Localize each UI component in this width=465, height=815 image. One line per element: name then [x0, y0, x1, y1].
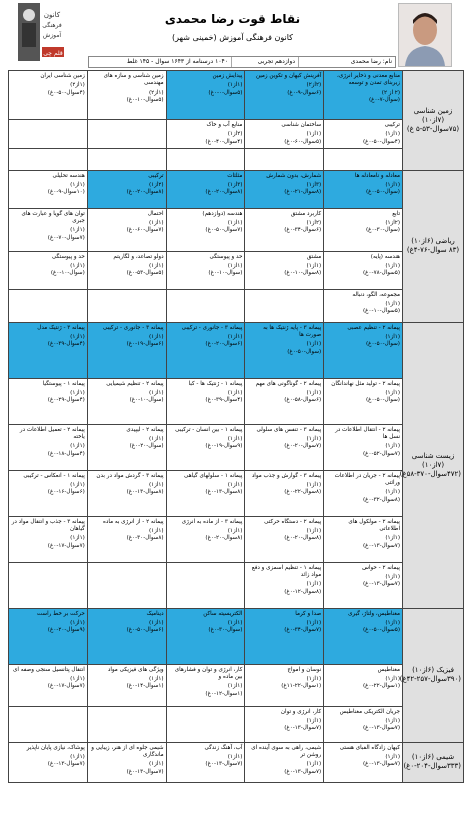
topic-stats: (۱از۱) (۸سوال-۳۰-۰غ): [126, 528, 164, 542]
topic-stats: (۱از۱) (۷سوال-۱۳-۰غ): [126, 761, 164, 775]
topic-stats: (۱از۱) (۷سوال-۵۰-۰غ): [205, 220, 243, 234]
topic-stats: (۱از۱) (۷سوال-۶۰-۰غ): [126, 220, 164, 234]
topic-cell: [166, 120, 245, 149]
topic-title: پیمانه ۱ - بین انسان - ترکیبی: [175, 426, 243, 433]
topic-stats: (۱از۱) (۷سوال-۱۳-۰غ): [362, 754, 400, 768]
svg-text:فرهنگی: فرهنگی: [42, 22, 62, 29]
topic-cell: [87, 71, 166, 120]
topic-stats: (۱از۲) (۴سوال-۵۰-۰غ): [47, 82, 85, 96]
topic-title: پیمانه ۱ - سلولهای گیاهی: [184, 472, 243, 479]
topic-stats: (۱از۲) (۵سوال-۱۰-۰غ): [126, 89, 164, 103]
topic-title: پیمانه ۳ - از ماده به انرژی: [181, 518, 243, 525]
topic-stats: (۱از۱) (۷سوال-۱۳-۰غ): [362, 574, 400, 588]
topic-title: شیمی جلوه ای از هنر، زیبایی و ماندگاری: [91, 744, 164, 759]
topic-title: پیمانه ۲ - لیپیدی: [126, 426, 164, 433]
topic-cell: [87, 516, 166, 562]
topic-cell: [324, 664, 403, 706]
topic-title: منابع آب و خاک: [206, 122, 243, 128]
topic-cell: [87, 120, 166, 149]
topic-title: پیمانه ۱ - ژنتیک ها - کبا: [188, 380, 243, 387]
topic-title: مغناطیس، ولتاژ، گیری: [348, 610, 400, 617]
topic-stats: (۱از۱) (۷سوال-۳۴-۰غ): [284, 620, 322, 634]
topic-title: احتمال: [147, 210, 164, 217]
topic-cell: [166, 251, 245, 289]
topic-stats: (۲از۱) (۶سوال-۳۴-۰غ): [284, 220, 322, 234]
table-row: [9, 378, 464, 424]
topic-cell: [324, 706, 403, 742]
topic-title: انتقال پتانسیل سنجی وصفه ای: [13, 666, 85, 673]
topic-title: پیمانه ۲ - تولید مثل نهاندانگان: [331, 380, 400, 387]
topic-cell: [324, 516, 403, 562]
table-row: [9, 170, 464, 208]
topic-title: پیمانه ۳ - گوارش و جذب مواد: [251, 472, 322, 479]
topic-stats: (۱از۱) (۱سوال-۲۲-۰غ): [362, 676, 400, 690]
topic-stats: (۲ از ۲) (سوال-۷-۰غ): [369, 89, 400, 103]
topic-title: ساختمان شناسی: [281, 122, 322, 128]
topic-title: تابع: [392, 210, 400, 217]
topic-title: کار، انرژی و توان: [280, 708, 322, 715]
topic-stats: (۱از۱) (۶سوال-۲۰-۰غ): [205, 334, 243, 348]
topic-cell: [87, 208, 166, 251]
topic-stats: (۱از۱) (سوال-۵۰-۰غ): [366, 334, 400, 348]
table-row: [9, 322, 464, 378]
topic-stats: (۱از۱) (۸سوال-۱۳-۰غ): [126, 482, 164, 496]
topic-stats: (۳از۱) (۸سوال-۲۱-۰غ): [284, 182, 322, 196]
topic-cell: [9, 289, 88, 322]
table-row: [9, 608, 464, 664]
topic-stats: (۱از۱) (۵سوال-۱۰-۰غ): [362, 301, 400, 315]
topic-cell: [87, 289, 166, 322]
topic-cell: [324, 71, 403, 120]
table-row: [9, 148, 464, 170]
topic-stats: (۱از۱) (۴سوال-۳۹-۰غ): [205, 390, 243, 404]
topic-stats: (۱از۱) (۷سوال-۱۳-۰غ): [284, 718, 322, 732]
table-row: [9, 251, 464, 289]
topic-stats: (۱از۱) (سوال-۵۰-۰غ): [287, 341, 322, 355]
topic-title: پیمانه ۳ - ژنتیک مدل: [37, 324, 85, 331]
topic-title: ترکیبی: [384, 122, 400, 128]
topic-cell: [245, 71, 324, 120]
topic-stats: (۱از۱) (۸سوال-۱۰-۰غ): [284, 263, 322, 277]
topic-title: پیمانه ۲ - جریان در اطلاعات وراثتی: [334, 472, 400, 487]
topic-stats: (۱از۱) (سوال-۳۰-۰غ): [208, 620, 243, 634]
topic-cell: [324, 608, 403, 664]
topic-cell: [245, 322, 324, 378]
topic-cell: [166, 148, 245, 170]
topic-title: الکتریسیته ساکن: [203, 610, 243, 617]
topic-cell: [9, 706, 88, 742]
topic-stats: (۱از۱) (۵سوال-۷۸-۰غ): [362, 263, 400, 277]
topic-title: کیهان زادگاه الفبای هستی: [339, 744, 400, 751]
student-name: نام: رضا محمدی: [298, 57, 395, 67]
topic-cell: [245, 251, 324, 289]
topic-cell: [245, 424, 324, 470]
topic-stats: (۱از۱) (۹سوال-۲۰-۰غ): [47, 620, 85, 634]
topic-cell: [87, 706, 166, 742]
table-row: [9, 742, 464, 782]
topic-title: آب، آهنگ زندگی: [204, 744, 243, 751]
topic-cell: [166, 289, 245, 322]
topic-cell: [166, 71, 245, 120]
table-row: [9, 562, 464, 608]
topic-cell: [166, 516, 245, 562]
topic-title: پیمانه ۱ - انعکاس - ترکیبی: [23, 472, 85, 479]
topic-cell: [9, 742, 88, 782]
topic-cell: [9, 251, 88, 289]
page-title: نقاط قوت رضا محمدی: [164, 12, 301, 26]
topic-stats: (۱از۱) (۷سوال-۱۳-۰غ): [362, 718, 400, 732]
topic-cell: [324, 562, 403, 608]
table-row: [9, 208, 464, 251]
topic-cell: [324, 289, 403, 322]
table-row: [9, 424, 464, 470]
topic-cell: [9, 322, 88, 378]
topic-cell: [245, 378, 324, 424]
topic-cell: [245, 608, 324, 664]
topic-cell: [166, 664, 245, 706]
topic-stats: (۱از۱) (۹سوال-۱۹-۰غ): [205, 436, 243, 450]
topic-stats: (۲از۱) (سوال-۳۰-۰غ): [366, 220, 400, 234]
topic-title: پیمانه ۱ - تنظیم اسمزی و دفع مواد زائد: [251, 564, 322, 579]
topic-title: جریان الکتریکی مغناطیس: [339, 708, 400, 715]
topic-cell: [87, 251, 166, 289]
topic-title: هندسه (دوازدهم): [202, 210, 243, 217]
topic-title: پیمانه ۲ - از انرژی به ماده: [102, 518, 164, 525]
topic-title: دینامیک: [146, 610, 164, 617]
topic-title: حد و پیوستگی: [51, 253, 85, 260]
topic-cell: [87, 148, 166, 170]
topic-title: پیمانه ۲ - تنظیم عصبی: [347, 324, 400, 331]
topic-stats: (۱از۱) (۱سوال-۱۲-۰غ): [205, 683, 243, 697]
page-subtitle: کانون فرهنگی آموزش (خمینی شهر): [172, 33, 293, 42]
topic-title: هندسه تحلیلی: [52, 172, 85, 179]
topic-title: نوسان و امواج: [287, 666, 322, 673]
topic-stats: (۱از۱) (۸سوال-۳۲-۰غ): [362, 489, 400, 503]
topic-cell: [9, 608, 88, 664]
topic-stats: (۱از۱) (۷سوال-۵۲-۰غ): [362, 443, 400, 457]
table-row: [9, 664, 464, 706]
subject-cell: ریاضی (۶از۱۰) (۸۳ سوال-۷۶-۴غ): [403, 170, 464, 322]
topic-stats: (۱از۱) (سوال-۵۰-۰غ): [366, 182, 400, 196]
subject-cell: زمین شناسی (۷از۱۰) (۷۵سوال-۵۳-۵ غ): [403, 71, 464, 171]
topic-cell: [9, 378, 88, 424]
topic-title: پیمانه ۳ - تنفس های سلولی: [256, 426, 322, 433]
topic-title: پیمانه ۲ - انتقال اطلاعات در نسل ها: [335, 426, 400, 441]
topic-stats: (۱از۱) (۸سوال-۲۲-۰غ): [284, 482, 322, 496]
topic-stats: (۱از۱) (۶سوال-۱۹-۰غ): [126, 334, 164, 348]
strengths-table: [8, 70, 464, 783]
topic-cell: [166, 706, 245, 742]
topic-cell: [245, 208, 324, 251]
topic-title: کاربرد مشتق: [290, 210, 322, 217]
topic-cell: [324, 120, 403, 149]
topic-stats: (۱از۱) (۵سوال-۶۰-۰غ): [284, 131, 322, 145]
table-row: [9, 71, 464, 120]
topic-stats: (۱از۱) (۷سوال-۱۷-۰غ): [47, 676, 85, 690]
topic-stats: (۱از۱) (سوال-۱۰-۰غ): [50, 263, 85, 277]
topic-stats: (۱از۱) (۸سوال-۱۳-۰غ): [205, 482, 243, 496]
topic-cell: [87, 664, 166, 706]
topic-cell: [9, 170, 88, 208]
topic-cell: [87, 742, 166, 782]
topic-cell: [324, 170, 403, 208]
topic-cell: [324, 424, 403, 470]
topic-stats: (۱از۱) (۵سوال-۵۳-۰غ): [126, 263, 164, 277]
topic-cell: [245, 289, 324, 322]
topic-title: پیمانه ۲ - تعمیل اطلاعات در یاخته: [19, 426, 85, 441]
topic-title: مشتق: [306, 253, 322, 260]
table-row: [9, 706, 464, 742]
topic-stats: (۱از۱) (۱سوال-۲۲-۱۱غ): [281, 676, 322, 690]
topic-cell: [245, 170, 324, 208]
topic-cell: [9, 470, 88, 516]
topic-title: حرکت بر خط راست: [36, 610, 85, 617]
topic-stats: (۱از۱) (۱سوال-۱۴-۰غ): [126, 676, 164, 690]
topic-cell: [9, 424, 88, 470]
topic-cell: [166, 170, 245, 208]
topic-title: پیمانه ۳ - گردش مواد در بدن: [96, 472, 164, 479]
topic-cell: [324, 470, 403, 516]
topic-stats: (۱از۱) (۸سوال-۲۰-۰غ): [284, 528, 322, 542]
topic-cell: [166, 742, 245, 782]
topic-cell: [166, 470, 245, 516]
topic-cell: [245, 470, 324, 516]
topic-title: کار، انرژی و توان و فشارهای بین ماده و: [174, 666, 243, 681]
topic-title: منابع معدنی و ذخایر انرژی، زیربنای تمدن و توسعه: [337, 73, 400, 87]
topic-stats: (۱از۱) (۷سوال-۱۷-۰غ): [47, 535, 85, 549]
topic-cell: [9, 516, 88, 562]
topic-title: توان های گویا و عبارت های جبری: [21, 210, 85, 225]
svg-text:آموزش: آموزش: [42, 32, 62, 39]
topic-title: آفرینش کیهان و تکوین زمین: [255, 73, 322, 79]
topic-stats: (۱از۱) (۶سوال-۵۰-۰غ): [126, 620, 164, 634]
student-stats: ۱۰۴۰ درسنامه از ۱۶۴۳ سوال - ۱۴۵ غلط: [126, 58, 228, 65]
topic-stats: (۱از۱) (۱۰سوال-۹-۰غ): [47, 182, 85, 196]
topic-cell: [9, 148, 88, 170]
table-row: [9, 289, 464, 322]
topic-title: پیمانه ۱ - پیوستگیا: [42, 380, 85, 387]
svg-text:قلم چی: قلم چی: [43, 50, 63, 57]
topic-stats: (۱از۱) (۷سوال-۱۳-۰غ): [362, 535, 400, 549]
table-row: [9, 470, 464, 516]
topic-title: هندسه (پایه): [370, 253, 400, 260]
topic-cell: [324, 378, 403, 424]
topic-title: پیمانه ۲ - دستگاه حرکتی: [264, 518, 322, 525]
topic-cell: [324, 742, 403, 782]
topic-title: شیمی، راهی به سوی آینده ای روشن تر: [251, 744, 322, 759]
svg-text:کانون: کانون: [43, 11, 61, 19]
topic-cell: [245, 148, 324, 170]
topic-stats: (۱از۱) (۴سوال-۲۹-۰غ): [47, 390, 85, 404]
topic-cell: [324, 208, 403, 251]
topic-cell: [9, 120, 88, 149]
topic-cell: [87, 562, 166, 608]
topic-stats: (۱از۱) (سوال-۲۰-۰غ): [129, 436, 164, 450]
topic-title: پیمانه ۳ - پایه ژنتیک ها به صورت ها: [263, 324, 322, 339]
topic-cell: [245, 742, 324, 782]
topic-cell: [245, 706, 324, 742]
topic-stats: (۱از۱) (۷سوال-۱۳-۰غ): [47, 754, 85, 768]
topic-stats: (۱از۱) (۵سوال-۰-۰غ): [208, 82, 243, 96]
topic-title: ترکیبی: [148, 172, 164, 179]
topic-title: حد و پیوستگی: [209, 253, 243, 260]
topic-title: پیمانه ۳ - جانوری - ترکیبی: [181, 324, 243, 331]
topic-title: مجموعه، الگو، دنباله: [352, 291, 400, 298]
topic-stats: (۱از۱) (۶سوال-۱۶-۰غ): [47, 482, 85, 496]
topic-cell: [87, 608, 166, 664]
topic-title: معادله و نامعادله ها: [354, 172, 400, 179]
student-grade: دوازدهم تجربی: [231, 57, 298, 67]
subject-cell: شیمی (۶از۱۰) (۳۳۳سوال-۲۰۴-۰غ): [403, 742, 464, 782]
subject-cell: فیزیک (۶از۱۰) (۳۹۰سوال-۲۵۷-۴۲غ): [403, 608, 464, 742]
topic-title: مثلثات: [227, 172, 243, 179]
topic-stats: (۱از۱) (۷سوال-۱۳-۰غ): [205, 754, 243, 768]
topic-title: صدا و کرما: [295, 610, 322, 617]
topic-stats: (۱از۱) (۴سوال-۵۰-۰غ): [362, 131, 400, 145]
topic-cell: [245, 562, 324, 608]
topic-title: شمارش، بدون شمارش: [266, 172, 322, 179]
topic-title: پیمانه ۲ - حواس: [362, 564, 400, 571]
topic-cell: [9, 562, 88, 608]
topic-stats: (۱از۱) (۴سوال-۳۹-۰غ): [47, 334, 85, 348]
topic-title: پیمانه ۳ - جذب و انتقال مواد در گیاهان: [11, 518, 85, 533]
topic-cell: [166, 608, 245, 664]
topic-title: دولو تصاعد، و لگاریتم: [113, 253, 164, 260]
subject-cell: زیست شناسی (۷از۱۰) (۴۷۲سوال-۳۷۰-۵۸غ): [403, 322, 464, 608]
topic-stats: (۱از۱) (۷سوال-۷۰-۰غ): [47, 227, 85, 241]
topic-cell: [9, 664, 88, 706]
table-row: [9, 516, 464, 562]
topic-stats: (۱از۱) (سوال-۱۰-۰غ): [129, 390, 164, 404]
topic-title: مغناطیس: [377, 666, 400, 673]
topic-title: پیمانه ۲ - گوناگونی های مهم: [255, 380, 322, 387]
topic-cell: [9, 208, 88, 251]
topic-title: زمین شناسی ایران: [40, 73, 85, 79]
topic-stats: (۱از۱) (۸سوال-۲۰-۰غ): [205, 528, 243, 542]
topic-stats: (۱از۱) (۷سوال-۲۰-۰غ): [284, 436, 322, 450]
topic-stats: (۱از۱) (۸سوال-۱۲-۰غ): [284, 581, 322, 595]
topic-cell: [87, 424, 166, 470]
topic-title: پیمانه ۳ - جانوری - ترکیبی: [102, 324, 164, 331]
topic-stats: (۱از۱) (۶سوال-۵۸-۰غ): [284, 390, 322, 404]
topic-cell: [324, 251, 403, 289]
topic-cell: [245, 516, 324, 562]
student-info-bar: [88, 56, 396, 68]
topic-stats: (۱از۱) (سوال-۵۰-۰غ): [366, 390, 400, 404]
topic-cell: [166, 562, 245, 608]
table-row: [9, 120, 464, 149]
topic-cell: [166, 378, 245, 424]
topic-title: زمین شناسی و سازه های مهندسی: [103, 73, 164, 87]
topic-cell: [166, 208, 245, 251]
topic-cell: [9, 71, 88, 120]
topic-stats: (۱از۱) (سوال-۱۰-۰غ): [208, 263, 243, 277]
topic-title: پیمانه ۲ - تنظیم شیمیایی: [106, 380, 164, 387]
topic-cell: [87, 322, 166, 378]
topic-cell: [245, 120, 324, 149]
topic-cell: [166, 322, 245, 378]
topic-stats: (۳از۱) (۸سوال-۲۰-۰غ): [205, 182, 243, 196]
topic-stats: (۲از۱) (۸سوال-۲۰-۰غ): [126, 182, 164, 196]
topic-cell: [87, 378, 166, 424]
topic-title: پیدایش زمین: [212, 73, 243, 79]
topic-cell: [324, 148, 403, 170]
topic-title: پیمانه ۲ - مولکول های اطلاعاتی: [348, 518, 400, 533]
topic-cell: [324, 322, 403, 378]
topic-cell: [245, 664, 324, 706]
topic-stats: (۱از۱) (۵سوال-۵۰-۰غ): [362, 620, 400, 634]
topic-stats: (۱از۱) (۴سوال-۱۸-۰غ): [47, 443, 85, 457]
topic-cell: [166, 424, 245, 470]
topic-stats: (۲از۲) (۶سوال-۹-۰غ): [287, 82, 322, 96]
topic-stats: (۱از۱) (۷سوال-۱۳-۰غ): [284, 761, 322, 775]
topic-cell: [87, 470, 166, 516]
topic-title: پوشاک، نیازی پایان ناپذیر: [26, 744, 85, 751]
topic-title: ویژگی های فیزیکی مواد: [107, 666, 164, 673]
topic-cell: [87, 170, 166, 208]
topic-stats: (۲از۱) (۴سوال-۴۰-۰غ): [205, 131, 243, 145]
